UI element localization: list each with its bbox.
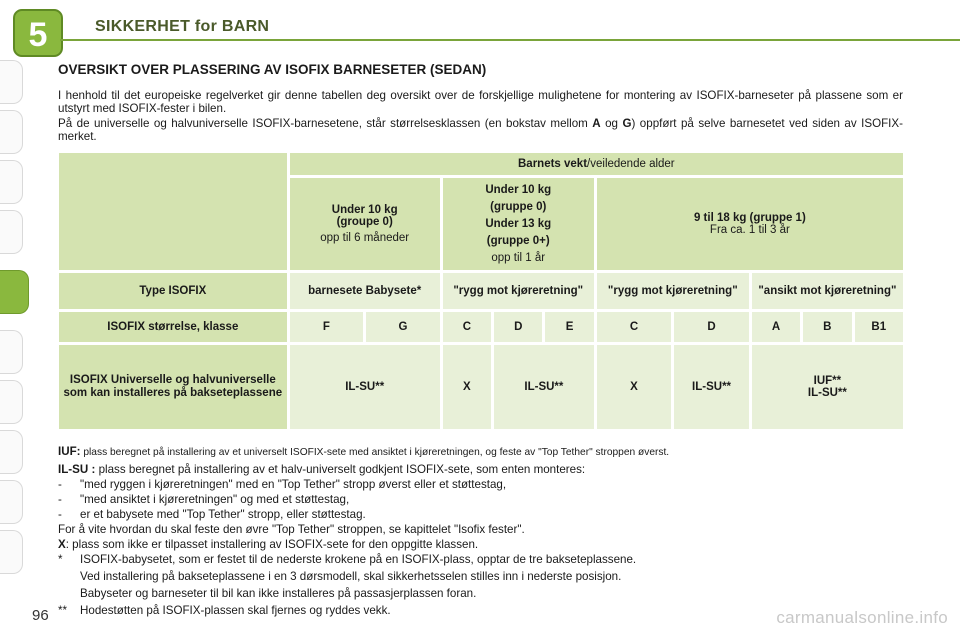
note-x: X: plass som ikke er tilpasset installering av ISOFIX-sete for den oppgitte klassen. <box>58 538 479 551</box>
side-tab-8[interactable] <box>0 430 23 474</box>
side-tab-9[interactable] <box>0 480 23 524</box>
group-cell-1: Under 10 kg (gruppe 0) Under 13 kg (gruppe 0+) opp til 1 år <box>443 178 594 270</box>
size-cell: C <box>597 312 672 342</box>
size-cell: D <box>494 312 542 342</box>
note-bullet: - er et babysete med "Top Tether" stropp, eller støttestag. <box>58 508 366 521</box>
type-cell-rygg-1: "rygg mot kjøreretning" <box>443 273 594 309</box>
note-star-cont: Ved installering på bakseteplassene i en 3 dørsmodell, skal sikkerhetsselen stilles inn i nederste posisjon. <box>80 570 622 583</box>
weight-header: Barnets vekt/veiledende alder <box>290 153 903 175</box>
type-cell-ansikt: "ansikt mot kjøreretning" <box>752 273 903 309</box>
note-iuf: IUF: plass beregnet på installering av et universelt ISOFIX-sete med ansiktet i kjøreretningen, og feste av "Top Tether" stroppen øverst. <box>58 445 670 458</box>
note-top-tether: For å vite hvordan du skal feste den øvre "Top Tether" stroppen, se kapittelet "Isofix fester". <box>58 523 525 536</box>
chapter-side-tabs <box>0 60 30 580</box>
isofix-table <box>56 150 906 432</box>
chapter-badge <box>12 8 64 58</box>
side-tab-1[interactable] <box>0 60 23 104</box>
univ-cell: X <box>597 345 672 429</box>
page-number: 96 <box>32 607 49 624</box>
note-star-cont: Babyseter og barneseter til bil kan ikke installeres på passasjerplassen foran. <box>80 587 477 600</box>
univ-cell: IL-SU** <box>494 345 594 429</box>
type-isofix-label: Type ISOFIX <box>59 273 287 309</box>
side-tab-7[interactable] <box>0 380 23 424</box>
header-rule <box>60 39 960 41</box>
side-tab-5-active[interactable] <box>0 270 29 314</box>
intro-paragraph-2: På de universelle og halvuniverselle ISOFIX-barnesetene, står størrelsesklassen (en bokstav mellom A og G) oppført på selve barnesetet ved siden av ISOFIX-merket. <box>58 117 903 143</box>
size-cell: D <box>674 312 749 342</box>
size-cell: E <box>545 312 593 342</box>
univ-cell-last: IUF** IL-SU** <box>752 345 903 429</box>
side-tab-2[interactable] <box>0 110 23 154</box>
univ-cell: X <box>443 345 491 429</box>
type-cell-rygg-2: "rygg mot kjøreretning" <box>597 273 749 309</box>
note-bullet: - "med ansiktet i kjøreretningen" og med et støttestag, <box>58 493 350 506</box>
group-cell-2: 9 til 18 kg (gruppe 1) Fra ca. 1 til 3 år <box>597 178 903 270</box>
group-cell-0: Under 10 kg (groupe 0) opp til 6 måneder <box>290 178 440 270</box>
note-bullet: - "med ryggen i kjøreretningen" med en "Top Tether" stropp øverst eller et støttestag, <box>58 478 507 491</box>
note-star: * ISOFIX-babysetet, som er festet til de nederste krokene på en ISOFIX-plass, opptar de tre bakseteplassene. <box>58 553 637 566</box>
size-cell: F <box>290 312 364 342</box>
side-tab-3[interactable] <box>0 160 23 204</box>
side-tab-4[interactable] <box>0 210 23 254</box>
chapter-title: SIKKERHET for BARN <box>95 18 270 35</box>
section-title: OVERSIKT OVER PLASSERING AV ISOFIX BARNESETER (SEDAN) <box>58 62 487 77</box>
size-cell: C <box>443 312 491 342</box>
size-cell: B1 <box>855 312 904 342</box>
size-cell: A <box>752 312 800 342</box>
note-ilsu: IL-SU : plass beregnet på installering av et halv-universelt godkjent ISOFIX-sete, som enten monteres: <box>58 463 586 476</box>
page-header <box>0 0 960 54</box>
intro-paragraph-1: I henhold til det europeiske regelverket gir denne tabellen deg oversikt over de forskjellige mulighetene for montering av ISOFIX-barneseter på plassene som er utstyrt med ISOFIX-fester i bilen. <box>58 89 903 115</box>
side-tab-10[interactable] <box>0 530 23 574</box>
type-cell-babysete: barnesete Babysete* <box>290 273 440 309</box>
size-cell: B <box>803 312 851 342</box>
note-double-star: ** Hodestøtten på ISOFIX-plassen skal fjernes og ryddes vekk. <box>58 604 391 617</box>
chapter-number: 5 <box>28 16 48 54</box>
watermark: carmanualsonline.info <box>776 608 948 627</box>
size-class-label: ISOFIX størrelse, klasse <box>59 312 287 342</box>
side-tab-6[interactable] <box>0 330 23 374</box>
universal-label: ISOFIX Universelle og halvuniverselle som kan installeres på bakseteplassene <box>59 345 287 429</box>
notes <box>58 444 928 618</box>
univ-cell: IL-SU** <box>290 345 440 429</box>
table-corner <box>59 153 287 270</box>
univ-cell: IL-SU** <box>674 345 749 429</box>
size-cell: G <box>366 312 440 342</box>
